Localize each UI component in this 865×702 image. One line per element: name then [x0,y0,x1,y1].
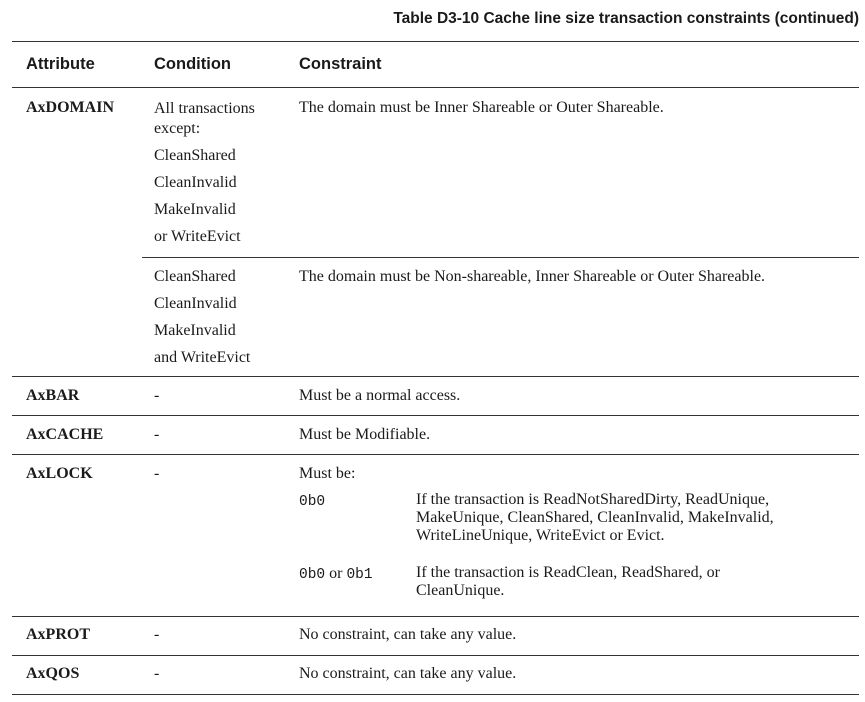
lock-value-description: If the transaction is ReadClean, ReadShared, or CleanUnique. [416,564,720,599]
condition-cell: All transactions except: CleanShared CleanInvalid MakeInvalid or WriteEvict [154,100,255,245]
lock-value-code: 0b0 or 0b1 [299,565,373,583]
condition-cell: - [154,626,160,643]
row-rule [12,415,859,416]
condition-cell: - [154,465,160,482]
lock-value-description: If the transaction is ReadNotSharedDirty, ReadUnique, MakeUnique, CleanShared, CleanInvalid, MakeInvalid, WriteLineUnique, WriteEvict or Evict. [416,491,774,544]
lock-value-code: 0b0 [299,494,326,510]
constraint-cell: Must be a normal access. [299,387,461,404]
attribute-cell: AxPROT [26,626,90,643]
constraint-cell: No constraint, can take any value. [299,665,517,682]
row-rule [12,655,859,656]
condition-cell: - [154,665,160,682]
subrow-rule [142,257,859,258]
condition-cell: - [154,387,160,404]
row-rule [12,616,859,617]
attribute-cell: AxCACHE [26,426,104,443]
condition-cell: - [154,426,160,443]
constraint-cell: The domain must be Inner Shareable or Outer Shareable. [299,99,664,116]
header-rule [12,87,859,88]
constraint-cell: Must be Modifiable. [299,426,431,443]
table-top-rule [12,41,859,42]
row-rule [12,376,859,377]
attribute-cell: AxLOCK [26,465,93,482]
header-attribute: Attribute [26,55,95,73]
header-condition: Condition [154,55,231,73]
constraint-cell: The domain must be Non-shareable, Inner Shareable or Outer Shareable. [299,268,766,285]
constraint-intro: Must be: [299,465,356,482]
attribute-cell: AxDOMAIN [26,99,114,116]
table-bottom-rule [12,694,859,695]
attribute-cell: AxBAR [26,387,80,404]
constraint-cell: No constraint, can take any value. [299,626,517,643]
row-rule [12,454,859,455]
condition-cell: CleanShared CleanInvalid MakeInvalid and WriteEvict [154,268,251,366]
attribute-cell: AxQOS [26,665,80,682]
header-constraint: Constraint [299,55,382,73]
table-caption: Table D3-10 Cache line size transaction constraints (continued) [393,10,859,27]
